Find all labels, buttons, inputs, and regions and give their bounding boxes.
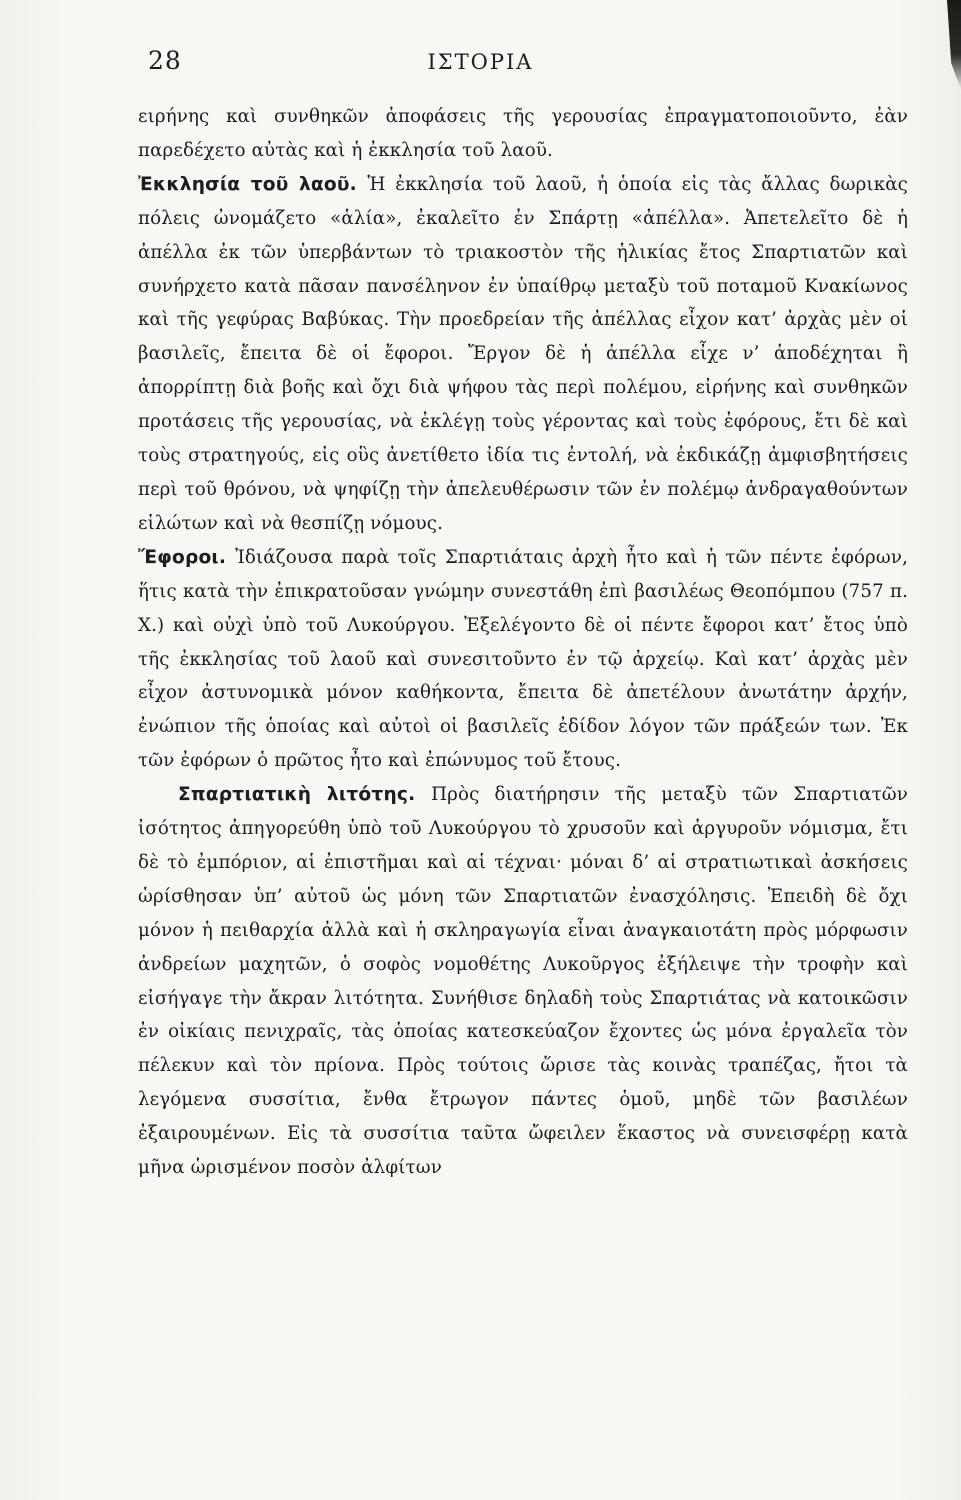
paragraph-ekklesia [138, 168, 908, 541]
section-heading-litotes: Σπαρτιατικὴ λιτότης. [178, 784, 432, 806]
page-number: 28 [148, 46, 182, 75]
paragraph-ephoroi [138, 541, 908, 778]
section-heading-ekklesia: Ἐκκλησία τοῦ λαοῦ. [138, 173, 368, 195]
paragraph-continuation [138, 100, 908, 168]
paragraph-litotes [138, 778, 908, 1185]
paragraph-text: ειρήνης καὶ συνθηκῶν ἀποφάσεις τῆς γερουσίας ἐπραγματοποιοῦντο, ἐὰν παρεδέχετο αὐτὰς καὶ ἡ ἐκκλησία τοῦ λαοῦ. [138, 106, 908, 161]
running-title: ΙΣΤΟΡΙΑ [427, 50, 534, 74]
body-text [138, 100, 908, 1185]
paragraph-text: Ἰδιάζουσα παρὰ τοῖς Σπαρτιάταις ἀρχὴ ἦτο καὶ ἡ τῶν πέντε ἐφόρων, ἥτις κατὰ τὴν ἐπικρατοῦσαν γνώμην συνεστάθη ἐπὶ βασιλέως Θεοπόμπου (757 π. Χ.) καὶ οὐχὶ ὑπὸ τοῦ Λυκούργου. Ἐξελέγοντο δὲ οἱ πέντε ἔφοροι κατ’ ἔτος ὑπὸ τῆς ἐκκλησίας τοῦ λαοῦ καὶ συνεσιτοῦντο ἐν τῷ ἀρχείῳ. Καὶ κατ’ ἀρχὰς μὲν εἶχον ἀστυνομικὰ μόνον καθήκοντα, ἔπειτα δὲ ἀπετέλουν ἀνωτάτην ἀρχήν, ἐνώπιον τῆς ὁποίας καὶ αὐτοὶ οἱ βασιλεῖς ἐδίδον λόγον τῶν πράξεών των. Ἐκ τῶν ἐφόρων ὁ πρῶτος ἦτο καὶ ἐπώνυμος τοῦ ἔτους. [138, 546, 909, 772]
paragraph-text: Πρὸς διατήρησιν τῆς μεταξὺ τῶν Σπαρτιατῶν ἰσότητος ἀπηγορεύθη ὑπὸ τοῦ Λυκούργου τὸ χρυσοῦν καὶ ἀργυροῦν νόμισμα, ἔτι δὲ τὸ ἐμπόριον, αἱ ἐπιστῆμαι καὶ αἱ τέχναι· μόναι δ’ αἱ στρατιωτικαὶ ἀσκήσεις ὡρίσθησαν ὑπ’ αὐτοῦ ὡς μόνη τῶν Σπαρτιατῶν ἐνασχόλησις. Ἐπειδὴ δὲ ὄχι μόνον ἡ πειθαρχία ἀλλὰ καὶ ἡ σκληραγωγία εἶναι ἀναγκαιοτάτη πρὸς μόρφωσιν ἀνδρείων μαχητῶν, ὁ σοφὸς νομοθέτης Λυκοῦργος ἐξήλειψε τὴν τροφὴν καὶ εἰσήγαγε τὴν ἄκραν λιτότητα. Συνήθισε δηλαδὴ τοὺς Σπαρτιάτας νὰ κατοικῶσιν ἐν οἰκίαις πενιχραῖς, τὰς ὁποίας κατεσκεύαζον ἔχοντες ὡς μόνα ἐργαλεῖα τὸν πέλεκυν καὶ τὸν πρίονα. Πρὸς τούτοις ὥρισε τὰς κοινὰς τραπέζας, ἤτοι τὰ λεγόμενα συσσίτια, ἔνθα ἔτρωγον πάντες ὁμοῦ, μηδὲ τῶν βασιλέων ἐξαιρουμένων. Εἰς τὰ συσσίτια ταῦτα ὤφειλεν ἕκαστος νὰ συνεισφέρῃ κατὰ μῆνα ὡρισμένον ποσὸν ἀλφίτων [138, 784, 908, 1179]
section-heading-ephoroi: Ἔφοροι. [138, 546, 236, 568]
page-header [0, 46, 961, 86]
paragraph-text: Ἡ ἐκκλησία τοῦ λαοῦ, ἡ ὁποία εἰς τὰς ἄλλας δωρικὰς πόλεις ὠνομάζετο «ἁλία», ἐκαλεῖτο ἐν Σπάρτῃ «ἀπέλλα». Ἀπετελεῖτο δὲ ἡ ἀπέλλα ἐκ τῶν ὑπερβάντων τὸ τριακοστὸν τῆς ἡλικίας ἔτος Σπαρτιατῶν καὶ συνήρχετο κατὰ πᾶσαν πανσέληνον ἐν ὑπαίθρῳ μεταξὺ τοῦ ποταμοῦ Κνακίωνος καὶ τῆς γεφύρας Βαβύκας. Τὴν προεδρείαν τῆς ἀπέλλας εἶχον κατ’ ἀρχὰς μὲν οἱ βασιλεῖς, ἔπειτα δὲ οἱ ἔφοροι. Ἔργον δὲ ἡ ἀπέλλα εἶχε ν’ ἀποδέχηται ἢ ἀπορρίπτῃ διὰ βοῆς καὶ ὄχι διὰ ψήφου τὰς περὶ πολέμου, εἰρήνης καὶ συνθηκῶν προτάσεις τῆς γερουσίας, νὰ ἐκλέγῃ τοὺς γέροντας καὶ τοὺς ἐφόρους, ἔτι δὲ καὶ τοὺς στρατηγούς, εἰς οὓς ἀνετίθετο ἰδία τις ἐντολή, νὰ ἐκδικάζῃ ἀμφισβητήσεις περὶ τοῦ θρόνου, νὰ ψηφίζῃ τὴν ἀπελευθέρωσιν τῶν ἐν πολέμῳ ἀνδραγαθούντων εἱλώτων καὶ νὰ θεσπίζῃ νόμους. [138, 173, 908, 534]
